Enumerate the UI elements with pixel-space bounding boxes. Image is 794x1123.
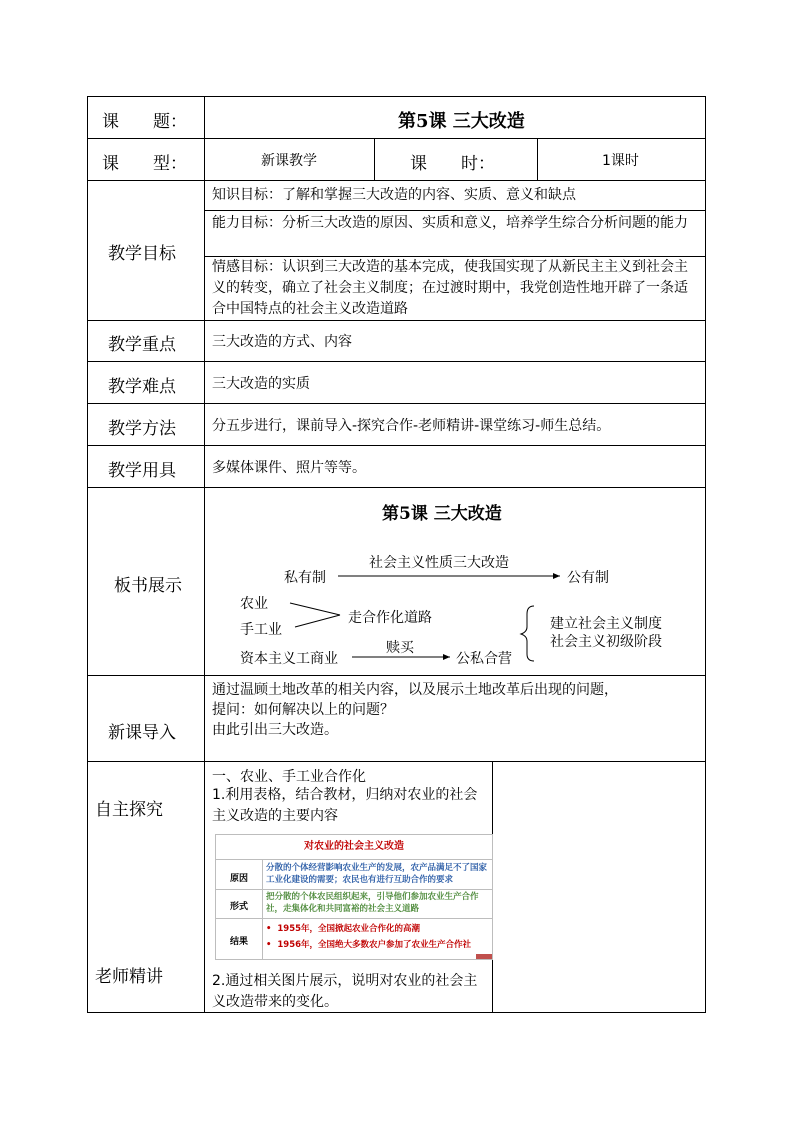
row-reason-text: 分散的个体经营影响农业生产的发展，农产品满足不了国家工业化建设的需要；农民也有进行互助合作的要求 [266, 863, 488, 885]
board-label: 板书展示 [114, 576, 182, 596]
merge-line-agriculture [290, 603, 340, 615]
objective-ability: 能力目标：分析三大改造的原因、实质和意义，培养学生综合分析问题的能力 [212, 215, 688, 231]
key-points-value: 三大改造的方式、内容 [212, 334, 352, 350]
row-form-text: 把分散的个体农民组织起来，引导他们参加农业生产合作社，走集体化和共同富裕的社会主义道路 [266, 892, 479, 914]
board-result-stage: 社会主义初级阶段 [550, 634, 662, 650]
agriculture-table-divider [216, 889, 492, 890]
row-result-item-2-text: 1956年，全国绝大多数农户参加了农业生产合作社 [277, 940, 472, 950]
type-label: 课 型： [102, 154, 187, 174]
board-agriculture: 农业 [240, 596, 268, 612]
board-capitalist-industry: 资本主义工商业 [240, 651, 338, 667]
tools-label: 教学用具 [108, 461, 176, 481]
board-result-system: 建立社会主义制度 [550, 616, 662, 632]
difficulties-value: 三大改造的实质 [212, 376, 310, 392]
intro-line-1: 通过温顾土地改革的相关内容，以及展示土地改革后出现的问题， [212, 682, 618, 698]
row-form-label: 形式 [229, 902, 248, 912]
board-handicraft: 手工业 [240, 622, 282, 638]
teacher-label: 老师精讲 [95, 967, 163, 987]
intro-line-3: 由此引出三大改造。 [212, 722, 338, 738]
objective-emotion: 情感目标：认识到三大改造的基本完成，使我国实现了从新民主主义到社会主义的转变，确立了社会主义制度；在过渡时期中，我党创造性地开辟了一条适合中国特点的社会主义改造道路 [212, 259, 688, 317]
row-result-item-2: • 1956年，全国绝大多数农户参加了农业生产合作社 [266, 940, 472, 950]
key-points-label: 教学重点 [108, 335, 176, 355]
row-reason-label: 原因 [229, 874, 248, 884]
objectives-label: 教学目标 [108, 244, 176, 264]
board-private-ownership: 私有制 [284, 570, 326, 586]
board-buyout: 赎买 [386, 640, 414, 656]
board-arrow-label: 社会主义性质三大改造 [369, 555, 509, 571]
row-result-item-1: • 1955年，全国掀起农业合作化的高潮 [266, 924, 421, 934]
board-public-ownership: 公有制 [567, 570, 609, 586]
row-result-label: 结果 [229, 937, 248, 947]
board-joint-venture: 公私合营 [456, 651, 512, 667]
topic-label: 课 题： [102, 112, 187, 132]
self-study-label: 自主探究 [95, 800, 163, 820]
table-corner-accent [476, 954, 492, 959]
methods-value: 分五步进行，课前导入-探究合作-老师精讲-课堂练习-师生总结。 [212, 418, 611, 434]
difficulties-label: 教学难点 [108, 377, 176, 397]
row-result-item-1-text: 1955年，全国掀起农业合作化的高潮 [277, 924, 421, 934]
board-brace [521, 606, 534, 661]
methods-label: 教学方法 [108, 419, 176, 439]
agriculture-table-divider [262, 859, 263, 959]
hours-label: 课 时： [410, 154, 495, 174]
study-heading: 一、农业、手工业合作化 [212, 769, 366, 785]
tools-value: 多媒体课件、照片等等。 [212, 460, 366, 476]
agriculture-table-title: 对农业的社会主义改造 [304, 841, 404, 852]
lesson-title: 第5课 三大改造 [398, 111, 525, 132]
agriculture-table-divider [216, 859, 492, 860]
merge-line-handicraft [295, 615, 340, 627]
agriculture-table-divider [216, 918, 492, 919]
hours-value: 1课时 [602, 153, 639, 169]
objective-knowledge: 知识目标：了解和掌握三大改造的内容、实质、意义和缺点 [212, 187, 576, 203]
board-cooperative-road: 走合作化道路 [348, 610, 432, 626]
intro-line-2: 提问：如何解决以上的问题？ [212, 702, 394, 718]
study-item-1: 1.利用表格，结合教材，归纳对农业的社会主义改造的主要内容 [212, 787, 478, 824]
agriculture-reform-table [215, 834, 493, 960]
intro-label: 新课导入 [108, 723, 176, 743]
study-item-2: 2.通过相关图片展示，说明对农业的社会主义改造带来的变化。 [212, 973, 478, 1010]
lesson-type-value: 新课教学 [261, 153, 317, 169]
board-title: 第5课 三大改造 [382, 504, 502, 524]
